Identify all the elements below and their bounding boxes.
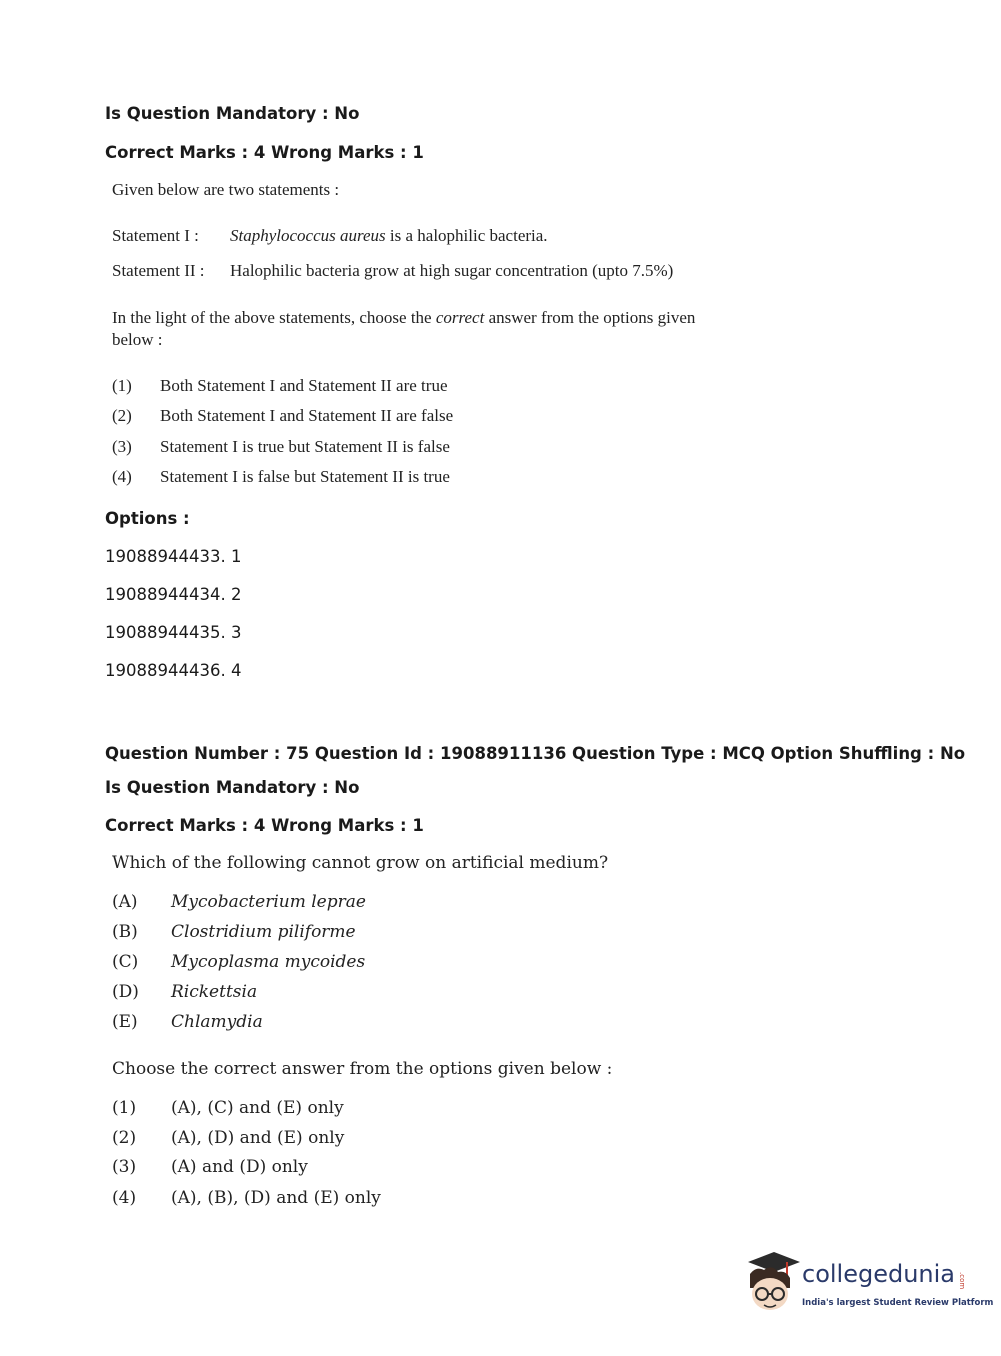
q75-item-label: (A) xyxy=(112,892,138,912)
q74-intro: Given below are two statements : xyxy=(112,180,340,199)
q74-option: 19088944434. 2 xyxy=(105,585,242,604)
q74-instruction-below: below : xyxy=(112,330,163,349)
q74-statement2-label: Statement II : xyxy=(112,261,205,280)
q74-choice-num: (4) xyxy=(112,467,132,486)
q75-header: Question Number : 75 Question Id : 19088911136 Question Type : MCQ Option Shuffling : No xyxy=(105,744,966,763)
q75-choice-text: (A) and (D) only xyxy=(171,1157,308,1177)
q74-option: 19088944435. 3 xyxy=(105,623,242,642)
q74-choice-text: Both Statement I and Statement II are false xyxy=(160,406,454,425)
q75-choice-num: (1) xyxy=(112,1098,137,1118)
q74-choice-text: Statement I is false but Statement II is true xyxy=(160,467,450,486)
q74-marks: Correct Marks : 4 Wrong Marks : 1 xyxy=(105,143,424,162)
q74-choice-text: Both Statement I and Statement II are true xyxy=(160,376,448,395)
logo-wordmark: collegedunia xyxy=(802,1260,956,1288)
logo-suffix: .com xyxy=(958,1272,966,1290)
q75-item-text: Clostridium piliforme xyxy=(171,922,356,942)
q74-instruction-em: correct xyxy=(435,308,485,327)
q74-instruction-b: answer from the options given xyxy=(488,308,696,327)
q75-choice-num: (4) xyxy=(112,1188,137,1208)
q74-statement2: Halophilic bacteria grow at high sugar concentration (upto 7.5%) xyxy=(230,261,674,280)
q74-mandatory: Is Question Mandatory : No xyxy=(105,104,360,123)
q74-choice-num: (1) xyxy=(112,376,132,395)
q75-question: Which of the following cannot grow on artificial medium? xyxy=(112,853,609,873)
q75-item-text: Chlamydia xyxy=(171,1012,263,1032)
q75-instruction: Choose the correct answer from the options given below : xyxy=(112,1059,613,1079)
q75-marks: Correct Marks : 4 Wrong Marks : 1 xyxy=(105,816,424,835)
q75-item-label: (C) xyxy=(112,952,139,972)
q74-choice-num: (3) xyxy=(112,437,132,456)
q75-item-label: (B) xyxy=(112,922,138,942)
collegedunia-logo xyxy=(742,1248,994,1318)
q75-item-text: Mycoplasma mycoides xyxy=(171,952,366,972)
q75-choice-num: (2) xyxy=(112,1128,137,1148)
q75-choice-num: (3) xyxy=(112,1157,137,1177)
q75-item-text: Mycobacterium leprae xyxy=(171,892,366,912)
q75-choice-text: (A), (B), (D) and (E) only xyxy=(171,1188,381,1208)
q74-choice-text: Statement I is true but Statement II is false xyxy=(160,437,450,456)
q74-s1-species: Staphylococcus aureus xyxy=(230,226,386,245)
q75-item-text: Rickettsia xyxy=(171,982,258,1002)
q74-choice-num: (2) xyxy=(112,406,132,425)
q74-options-heading: Options : xyxy=(105,509,190,528)
q74-instruction-a: In the light of the above statements, choose the xyxy=(112,308,432,327)
q75-choice-text: (A), (C) and (E) only xyxy=(171,1098,344,1118)
mascot-icon xyxy=(742,1248,802,1318)
q75-item-label: (D) xyxy=(112,982,139,1002)
logo-tagline: India's largest Student Review Platform xyxy=(802,1298,994,1308)
q75-mandatory: Is Question Mandatory : No xyxy=(105,778,360,797)
q74-option: 19088944433. 1 xyxy=(105,547,242,566)
q74-statement1 xyxy=(230,226,548,246)
q75-choice-text: (A), (D) and (E) only xyxy=(171,1128,345,1148)
q74-option: 19088944436. 4 xyxy=(105,661,242,680)
q74-statement1-label: Statement I : xyxy=(112,226,199,245)
q74-s1-rest: is a halophilic bacteria. xyxy=(389,226,548,245)
q74-instruction xyxy=(112,308,695,328)
q75-item-label: (E) xyxy=(112,1012,138,1032)
